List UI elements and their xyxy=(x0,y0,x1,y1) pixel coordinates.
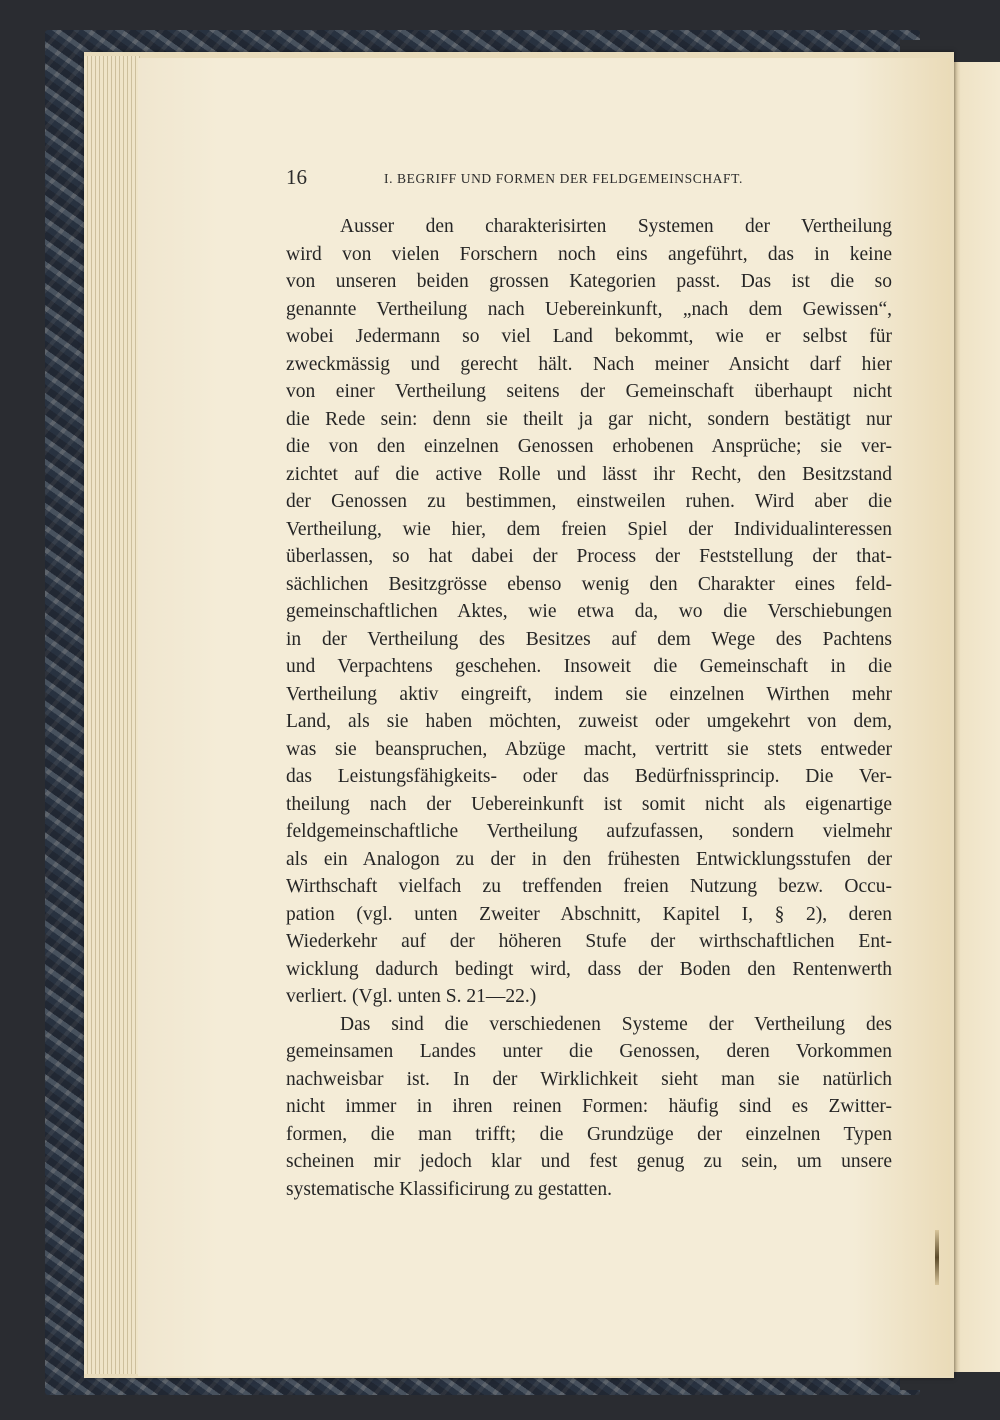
paragraph-2 xyxy=(286,1011,892,1204)
text-line: das Leistungsfähigkeits- oder das Bedürfnissprincip. Die Ver- xyxy=(286,766,892,787)
chapter-header: I. BEGRIFF UND FORMEN DER FELDGEMEINSCHAFT. xyxy=(384,171,743,186)
text-line: nicht immer in ihren reinen Formen: häufig sind es Zwitter- xyxy=(286,1096,892,1117)
text-line: als ein Analogon zu der in den frühesten Entwicklungsstufen der xyxy=(286,848,892,870)
text-line: in der Vertheilung des Besitzes auf dem Wege des Pachtens xyxy=(286,628,892,650)
text-line: Wiederkehr auf der höheren Stufe der wirthschaftlichen Ent- xyxy=(286,931,892,952)
text-line: gemeinsamen Landes unter die Genossen, deren Vorkommen xyxy=(286,1041,892,1062)
text-line: und Verpachtens geschehen. Insoweit die Gemeinschaft in die xyxy=(286,656,892,677)
binding-thread-mark xyxy=(935,1230,939,1285)
text-line: sächlichen Besitzgrösse ebenso wenig den Charakter eines feld- xyxy=(286,573,892,595)
text-line: von einer Vertheilung seitens der Gemeinschaft überhaupt nicht xyxy=(286,381,892,402)
text-line: die von den einzelnen Genossen erhobenen Ansprüche; sie ver- xyxy=(286,436,892,457)
text-line: genannte Vertheilung nach Uebereinkunft, „nach dem Gewissen“, xyxy=(286,298,892,320)
text-line: zichtet auf die active Rolle und lässt ihr Recht, den Besitzstand xyxy=(286,463,892,485)
text-line: verliert. (Vgl. unten S. 21—22.) xyxy=(286,986,537,1007)
text-line: Das sind die verschiedenen Systeme der Vertheilung des xyxy=(340,1013,892,1035)
running-head xyxy=(286,165,896,195)
text-line: formen, die man trifft; die Grundzüge der einzelnen Typen xyxy=(286,1123,892,1145)
text-line: wird von vielen Forschern noch eins angeführt, das in keine xyxy=(286,243,892,265)
text-line: was sie beanspruchen, Abzüge macht, vertritt sie stets entweder xyxy=(286,738,892,760)
text-line: Vertheilung, wie hier, dem freien Spiel der Individualinteressen xyxy=(286,518,892,540)
text-line: zweckmässig und gerecht hält. Nach meiner Ansicht darf hier xyxy=(286,353,892,375)
facing-page-edge xyxy=(952,62,1000,1372)
text-line: wicklung dadurch bedingt wird, dass der Boden den Rentenwerth xyxy=(286,958,892,980)
text-line: Land, als sie haben möchten, zuweist oder umgekehrt von dem, xyxy=(286,711,892,732)
page-edges xyxy=(84,56,140,1374)
paragraph-1 xyxy=(286,213,892,1011)
text-line: von unseren beiden grossen Kategorien passt. Das ist die so xyxy=(286,271,892,292)
text-line: wobei Jedermann so viel Land bekommt, wie er selbst für xyxy=(286,326,892,347)
text-line: nachweisbar ist. In der Wirklichkeit sieht man sie natürlich xyxy=(286,1068,892,1090)
text-line: überlassen, so hat dabei der Process der Feststellung der that- xyxy=(286,546,892,567)
text-line: Vertheilung aktiv eingreift, indem sie einzelnen Wirthen mehr xyxy=(286,683,892,705)
text-line: Ausser den charakterisirten Systemen der Vertheilung xyxy=(340,216,892,237)
text-line: pation (vgl. unten Zweiter Abschnitt, Kapitel I, § 2), deren xyxy=(286,903,892,925)
text-line: die Rede sein: denn sie theilt ja gar nicht, sondern bestätigt nur xyxy=(286,408,892,430)
body-text xyxy=(286,213,892,1203)
text-line: Wirthschaft vielfach zu treffenden freien Nutzung bezw. Occu- xyxy=(286,876,892,897)
text-line: gemeinschaftlichen Aktes, wie etwa da, wo die Verschiebungen xyxy=(286,601,892,622)
text-line: scheinen mir jedoch klar und fest genug zu sein, um unsere xyxy=(286,1151,892,1172)
page-number: 16 xyxy=(286,165,307,189)
text-line: der Genossen zu bestimmen, einstweilen ruhen. Wird aber die xyxy=(286,491,892,512)
text-line: theilung nach der Uebereinkunft ist somit nicht als eigenartige xyxy=(286,793,892,815)
text-line: systematische Klassificirung zu gestatten. xyxy=(286,1178,612,1200)
text-line: feldgemeinschaftliche Vertheilung aufzufassen, sondern vielmehr xyxy=(286,821,892,842)
